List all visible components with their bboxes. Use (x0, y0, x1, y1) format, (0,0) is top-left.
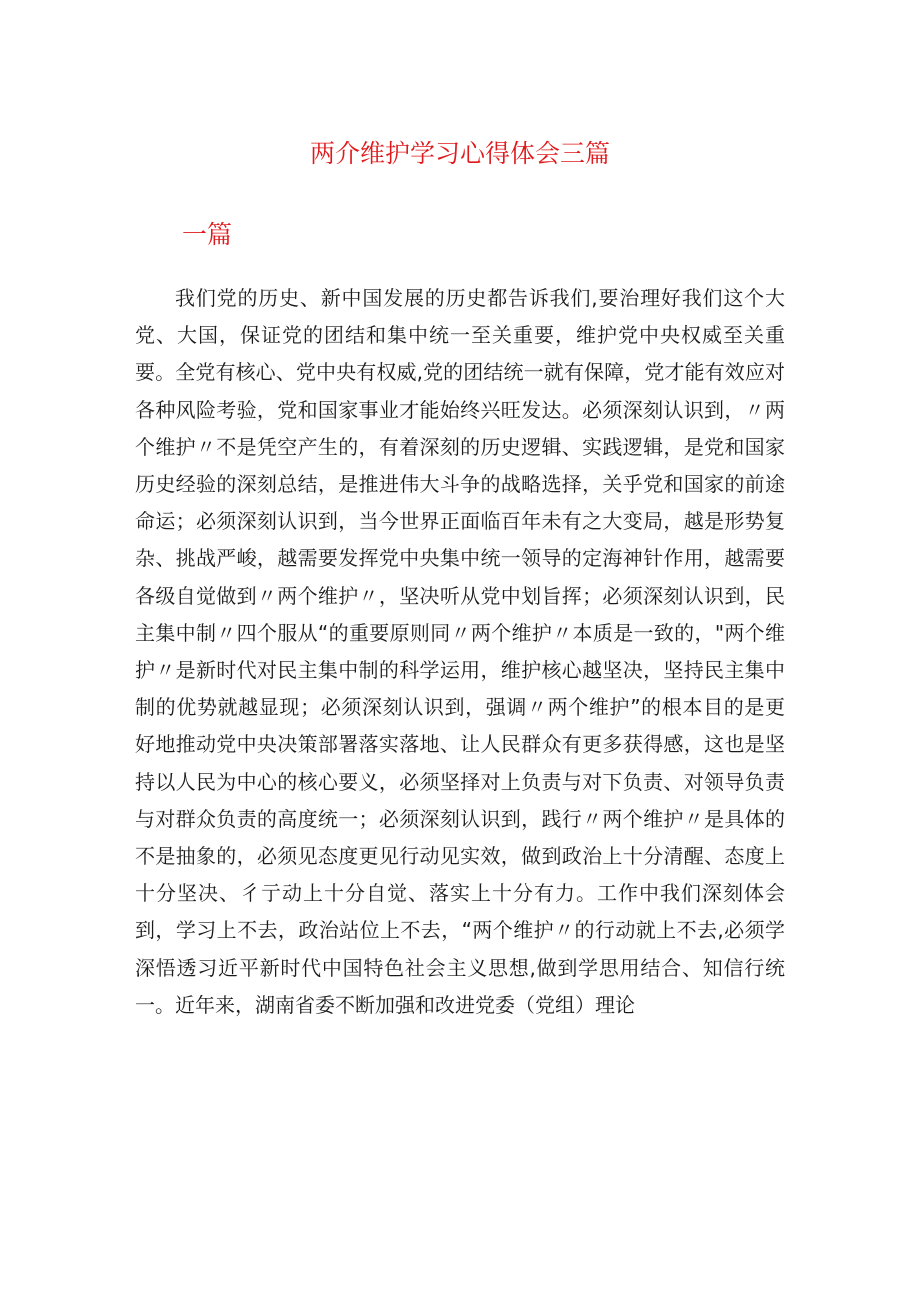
section-heading: 一篇 (182, 220, 233, 249)
body-paragraph: 我们党的历史、新中国发展的历史都告诉我们,要治理好我们这个大党、大国，保证党的团结和集中统一至关重要，维护党中央权威至关重要。全党有核心、党中央有权威,党的团结统一就有保障，党才能有效应对各种风险考验，党和国家事业才能始终兴旺发达。必须深刻认识到，〃两个维护〃不是凭空产生的，有着深刻的历史逻辑、实践逻辑，是党和国家历史经验的深刻总结，是推进伟大斗争的战略选择，关乎党和国家的前途命运；必须深刻认识到，当今世界正面临百年未有之大变局，越是形势复杂、挑战严峻，越需要发挥党中央集中统一领导的定海神针作用，越需要各级自觉做到〃两个维护〃，坚决听从党中划旨挥；必须深刻认识到，民主集中制〃四个服从“的重要原则同〃两个维护〃本质是一致的，"两个维护〃是新时代对民主集中制的科学运用，维护核心越坚决，坚持民主集中制的优势就越显现；必须深刻认识到，强调〃两个维护”的根本目的是更好地推动党中央决策部署落实落地、让人民群众有更多获得感，这也是坚持以人民为中心的核心要义，必须坚择对上负责与对下负责、对领导负责与对群众负责的高度统一；必须深刻认识到，践行〃两个维护〃是具体的不是抽象的，必须见态度更见行动见实效，做到政治上十分清醒、态度上十分坚决、彳亍动上十分自觉、落实上十分有力。工作中我们深刻体会到，学习上不去，政治站位上不去，“两个维护〃的行动就上不去,必须学深悟透习近平新时代中国特色社会主义思想,做到学思用结合、知信行统一。近年来，湖南省委不断加强和改进党委（党组）理论 (135, 286, 785, 1017)
document-title: 两介维护学习心得体会三篇 (309, 139, 610, 168)
